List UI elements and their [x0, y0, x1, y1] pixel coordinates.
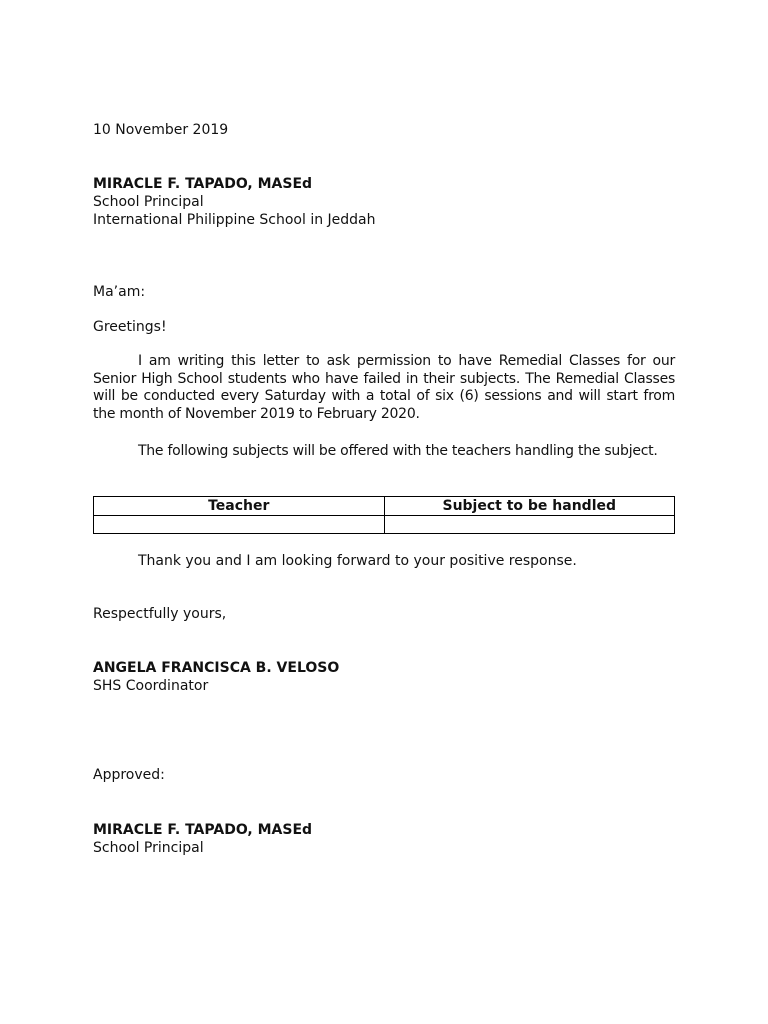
recipient-block	[93, 175, 675, 229]
recipient-name: MIRACLE F. TAPADO, MASEd	[93, 176, 313, 192]
date-text: 10 November 2019	[93, 122, 229, 138]
approver-name: MIRACLE F. TAPADO, MASEd	[93, 822, 313, 838]
complimentary-close	[93, 605, 675, 623]
salutation	[93, 283, 675, 301]
column-header-teacher: Teacher	[94, 497, 385, 516]
approver-title: School Principal	[93, 840, 204, 856]
sender-block	[93, 659, 675, 695]
recipient-school: International Philippine School in Jeddah	[93, 212, 376, 228]
letter-date	[93, 121, 675, 139]
closing-line	[93, 552, 720, 570]
approval-label	[93, 766, 675, 784]
approver-block	[93, 821, 675, 857]
approval-label-text: Approved:	[93, 767, 165, 783]
greeting-text: Greetings!	[93, 319, 167, 335]
complimentary-close-text: Respectfully yours,	[93, 606, 227, 622]
letter-page	[93, 0, 675, 1024]
table-cell-subject	[384, 516, 675, 534]
sender-name: ANGELA FRANCISCA B. VELOSO	[93, 660, 340, 676]
table-header-row	[94, 497, 675, 516]
closing-line-text: Thank you and I am looking forward to your positive response.	[138, 553, 577, 569]
recipient-title: School Principal	[93, 194, 204, 210]
body-paragraph-2: The following subjects will be offered with the teachers handling the subject.	[138, 443, 658, 459]
column-header-subject: Subject to be handled	[384, 497, 675, 516]
body-paragraph-1: I am writing this letter to ask permission to have Remedial Classes for our Senior High School students who have failed in their subjects. The Remedial Classes will be conducted every Saturday with a total of six (6) sessions and will start from the month of November 2019 to February 2020.	[93, 353, 675, 422]
sender-title: SHS Coordinator	[93, 678, 209, 694]
table-row	[94, 516, 675, 534]
greeting	[93, 318, 675, 336]
subjects-table	[93, 496, 675, 534]
salutation-text: Ma’am:	[93, 284, 146, 300]
table-cell-teacher	[94, 516, 385, 534]
